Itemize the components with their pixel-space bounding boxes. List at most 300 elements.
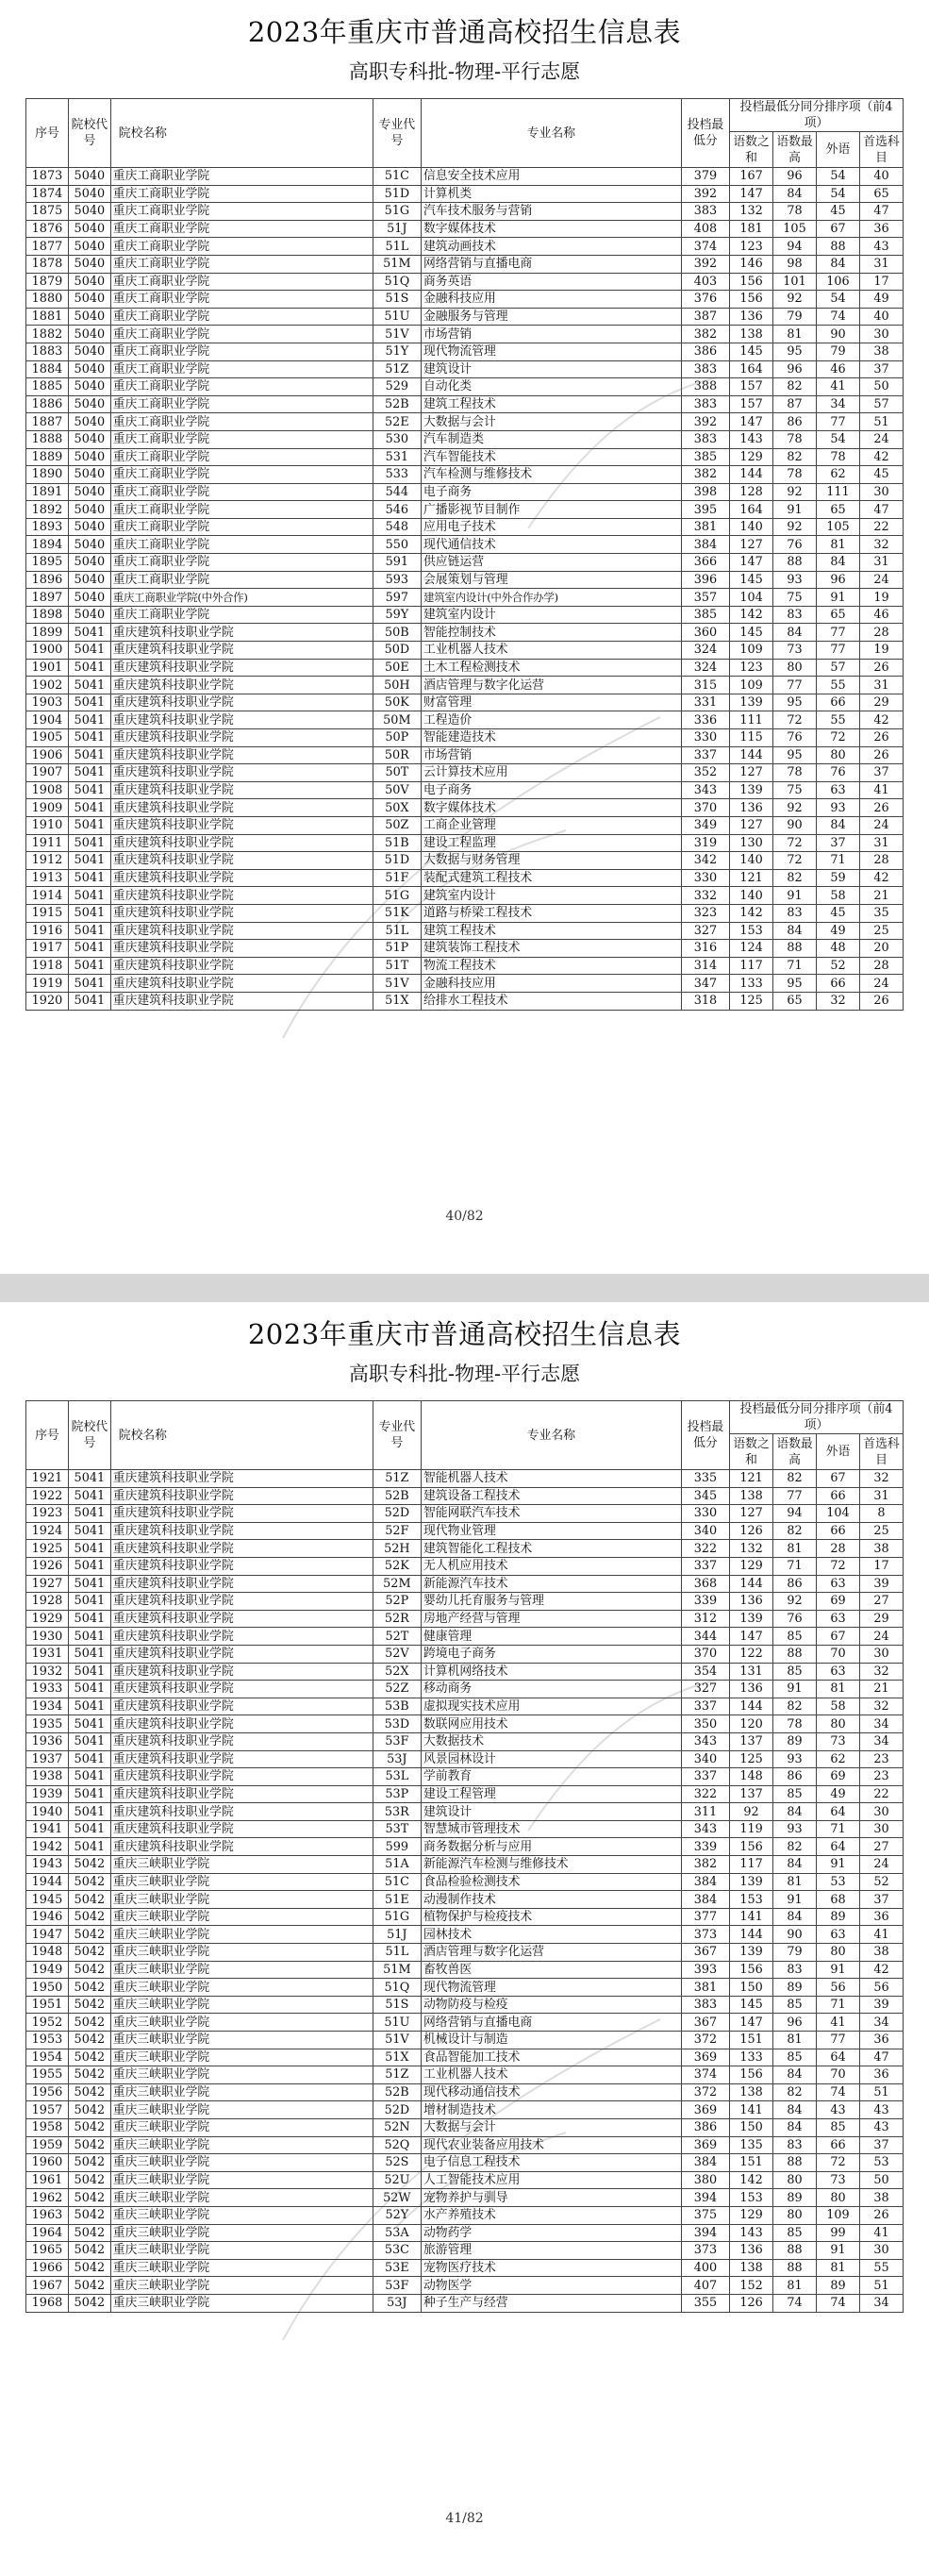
cell-sub4: 37 bbox=[859, 2136, 903, 2154]
cell-major-code: 52D bbox=[373, 2101, 421, 2119]
cell-seq: 1891 bbox=[26, 483, 69, 501]
cell-sub2: 86 bbox=[773, 1575, 817, 1593]
cell-min-score: 349 bbox=[681, 816, 729, 834]
cell-min-score: 337 bbox=[681, 746, 729, 764]
cell-min-score: 384 bbox=[681, 1873, 729, 1891]
cell-sub4: 31 bbox=[859, 834, 903, 852]
cell-major-code: 51P bbox=[373, 940, 421, 958]
cell-major-code: 53C bbox=[373, 2242, 421, 2260]
cell-seq: 1950 bbox=[26, 1979, 69, 1997]
cell-sub4: 31 bbox=[859, 255, 903, 273]
cell-school-name: 重庆三峡职业学院 bbox=[110, 1856, 373, 1874]
cell-min-score: 386 bbox=[681, 2118, 729, 2136]
cell-sub4: 26 bbox=[859, 799, 903, 817]
cell-school-code: 5041 bbox=[68, 887, 110, 905]
cell-seq: 1967 bbox=[26, 2277, 69, 2295]
cell-major-code: 51C bbox=[373, 168, 421, 186]
cell-major-name: 建筑工程技术 bbox=[422, 922, 682, 940]
cell-seq: 1958 bbox=[26, 2118, 69, 2136]
cell-sub2: 76 bbox=[773, 729, 817, 747]
table-row bbox=[26, 1645, 904, 1663]
cell-sub2: 88 bbox=[773, 940, 817, 958]
cell-sub4: 28 bbox=[859, 624, 903, 642]
cell-school-name: 重庆建筑科技职业学院 bbox=[110, 852, 373, 870]
cell-major-code: 51A bbox=[373, 1856, 421, 1874]
cell-school-code: 5042 bbox=[68, 2189, 110, 2207]
cell-school-code: 5041 bbox=[68, 1628, 110, 1646]
cell-major-name: 宠物养护与驯导 bbox=[422, 2189, 682, 2207]
cell-sub1: 104 bbox=[730, 589, 773, 607]
table-row bbox=[26, 1996, 904, 2014]
cell-sub1: 156 bbox=[730, 2066, 773, 2084]
cell-sub2: 88 bbox=[773, 554, 817, 572]
cell-major-name: 酒店管理与数字化运营 bbox=[422, 677, 682, 694]
cell-seq: 1897 bbox=[26, 589, 69, 607]
cell-school-name: 重庆建筑科技职业学院 bbox=[110, 746, 373, 764]
cell-major-code: 51D bbox=[373, 185, 421, 203]
cell-min-score: 379 bbox=[681, 168, 729, 186]
cell-min-score: 383 bbox=[681, 1996, 729, 2014]
cell-sub4: 49 bbox=[859, 291, 903, 309]
cell-sub2: 98 bbox=[773, 255, 817, 273]
cell-sub1: 147 bbox=[730, 413, 773, 431]
cell-sub4: 31 bbox=[859, 1487, 903, 1505]
cell-min-score: 316 bbox=[681, 940, 729, 958]
cell-min-score: 395 bbox=[681, 501, 729, 519]
cell-min-score: 357 bbox=[681, 589, 729, 607]
cell-seq: 1887 bbox=[26, 413, 69, 431]
cell-seq: 1944 bbox=[26, 1873, 69, 1891]
cell-sub4: 26 bbox=[859, 659, 903, 677]
cell-sub3: 71 bbox=[816, 852, 859, 870]
cell-school-name: 重庆建筑科技职业学院 bbox=[110, 1540, 373, 1558]
document-title: 2023年重庆市普通高校招生信息表 bbox=[247, 1318, 682, 1350]
cell-major-name: 汽车技术服务与营销 bbox=[422, 203, 682, 221]
cell-seq: 1908 bbox=[26, 781, 69, 799]
table-row bbox=[26, 694, 904, 711]
table-row bbox=[26, 642, 904, 660]
table-row bbox=[26, 589, 904, 607]
cell-school-code: 5041 bbox=[68, 624, 110, 642]
cell-school-code: 5041 bbox=[68, 1803, 110, 1821]
cell-sub2: 90 bbox=[773, 816, 817, 834]
cell-sub1: 156 bbox=[730, 1838, 773, 1856]
cell-sub1: 123 bbox=[730, 659, 773, 677]
table-row bbox=[26, 203, 904, 221]
cell-school-name: 重庆三峡职业学院 bbox=[110, 2032, 373, 2049]
cell-school-code: 5042 bbox=[68, 2101, 110, 2119]
cell-major-name: 金融科技应用 bbox=[422, 291, 682, 309]
cell-seq: 1930 bbox=[26, 1628, 69, 1646]
cell-sub3: 69 bbox=[816, 1768, 859, 1786]
document-subtitle: 高职专科批-物理-平行志愿 bbox=[348, 1363, 581, 1385]
cell-sub2: 80 bbox=[773, 2171, 817, 2189]
cell-sub2: 95 bbox=[773, 343, 817, 360]
cell-sub3: 105 bbox=[816, 518, 859, 536]
cell-sub2: 96 bbox=[773, 168, 817, 186]
cell-school-code: 5040 bbox=[68, 255, 110, 273]
cell-sub1: 120 bbox=[730, 1715, 773, 1733]
cell-seq: 1953 bbox=[26, 2032, 69, 2049]
cell-seq: 1941 bbox=[26, 1820, 69, 1838]
cell-seq: 1928 bbox=[26, 1593, 69, 1611]
cell-school-name: 重庆建筑科技职业学院 bbox=[110, 1628, 373, 1646]
cell-school-code: 5041 bbox=[68, 729, 110, 747]
cell-sub2: 79 bbox=[773, 1944, 817, 1962]
cell-sub2: 84 bbox=[773, 1803, 817, 1821]
cell-sub1: 152 bbox=[730, 2277, 773, 2295]
cell-seq: 1912 bbox=[26, 852, 69, 870]
cell-sub2: 84 bbox=[773, 185, 817, 203]
cell-sub4: 50 bbox=[859, 378, 903, 396]
cell-sub3: 57 bbox=[816, 659, 859, 677]
cell-min-score: 383 bbox=[681, 360, 729, 378]
table-row bbox=[26, 571, 904, 589]
cell-min-score: 392 bbox=[681, 255, 729, 273]
table-row bbox=[26, 413, 904, 431]
cell-sub4: 24 bbox=[859, 430, 903, 448]
cell-sub3: 67 bbox=[816, 220, 859, 238]
cell-major-code: 53L bbox=[373, 1768, 421, 1786]
cell-sub3: 49 bbox=[816, 1785, 859, 1803]
cell-school-name: 重庆建筑科技职业学院 bbox=[110, 975, 373, 993]
cell-school-code: 5040 bbox=[68, 466, 110, 484]
cell-seq: 1964 bbox=[26, 2224, 69, 2242]
cell-school-code: 5041 bbox=[68, 764, 110, 782]
cell-min-score: 388 bbox=[681, 378, 729, 396]
cell-min-score: 383 bbox=[681, 395, 729, 413]
cell-sub1: 148 bbox=[730, 1768, 773, 1786]
cell-min-score: 311 bbox=[681, 1803, 729, 1821]
cell-sub3: 45 bbox=[816, 904, 859, 922]
cell-min-score: 355 bbox=[681, 2294, 729, 2312]
cell-sub3: 80 bbox=[816, 1944, 859, 1962]
header-sub4: 首选科目 bbox=[859, 1434, 903, 1470]
cell-sub1: 132 bbox=[730, 1540, 773, 1558]
table-row bbox=[26, 501, 904, 519]
cell-seq: 1919 bbox=[26, 975, 69, 993]
table-row bbox=[26, 1873, 904, 1891]
cell-major-code: 53J bbox=[373, 1750, 421, 1768]
cell-min-score: 380 bbox=[681, 2171, 729, 2189]
cell-major-name: 智能控制技术 bbox=[422, 624, 682, 642]
cell-school-name: 重庆建筑科技职业学院 bbox=[110, 694, 373, 711]
cell-min-score: 330 bbox=[681, 729, 729, 747]
cell-seq: 1906 bbox=[26, 746, 69, 764]
cell-school-code: 5042 bbox=[68, 2049, 110, 2066]
cell-school-name: 重庆三峡职业学院 bbox=[110, 2224, 373, 2242]
header-major-code: 专业代号 bbox=[373, 99, 421, 168]
cell-major-code: 51V bbox=[373, 326, 421, 343]
cell-sub2: 91 bbox=[773, 887, 817, 905]
cell-sub4: 35 bbox=[859, 904, 903, 922]
cell-sub2: 101 bbox=[773, 273, 817, 291]
cell-school-code: 5042 bbox=[68, 2066, 110, 2084]
cell-major-code: 51T bbox=[373, 957, 421, 975]
cell-sub4: 26 bbox=[859, 729, 903, 747]
cell-sub3: 72 bbox=[816, 729, 859, 747]
cell-sub3: 70 bbox=[816, 2066, 859, 2084]
cell-major-code: 52B bbox=[373, 395, 421, 413]
table-row bbox=[26, 1681, 904, 1698]
cell-school-name: 重庆建筑科技职业学院 bbox=[110, 1470, 373, 1488]
cell-major-code: 50M bbox=[373, 711, 421, 729]
cell-sub1: 156 bbox=[730, 291, 773, 309]
cell-major-name: 食品智能加工技术 bbox=[422, 2049, 682, 2066]
cell-min-score: 403 bbox=[681, 273, 729, 291]
cell-sub2: 92 bbox=[773, 799, 817, 817]
cell-sub2: 90 bbox=[773, 1926, 817, 1944]
cell-min-score: 322 bbox=[681, 1540, 729, 1558]
cell-sub1: 135 bbox=[730, 2136, 773, 2154]
cell-major-code: 51Q bbox=[373, 1979, 421, 1997]
header-sub4: 首选科目 bbox=[859, 132, 903, 168]
cell-sub4: 25 bbox=[859, 922, 903, 940]
cell-sub1: 144 bbox=[730, 466, 773, 484]
cell-sub2: 96 bbox=[773, 360, 817, 378]
cell-sub3: 72 bbox=[816, 2154, 859, 2172]
table-row bbox=[26, 395, 904, 413]
cell-sub2: 81 bbox=[773, 1540, 817, 1558]
cell-major-code: 50Z bbox=[373, 816, 421, 834]
cell-sub2: 84 bbox=[773, 2118, 817, 2136]
cell-school-name: 重庆三峡职业学院 bbox=[110, 2189, 373, 2207]
cell-school-name: 重庆工商职业学院 bbox=[110, 554, 373, 572]
cell-school-code: 5040 bbox=[68, 413, 110, 431]
table-row bbox=[26, 729, 904, 747]
cell-school-code: 5040 bbox=[68, 343, 110, 360]
cell-sub3: 64 bbox=[816, 1838, 859, 1856]
cell-sub4: 31 bbox=[859, 677, 903, 694]
cell-major-code: 51M bbox=[373, 255, 421, 273]
cell-sub4: 56 bbox=[859, 1979, 903, 1997]
cell-min-score: 373 bbox=[681, 2242, 729, 2260]
cell-school-name: 重庆建筑科技职业学院 bbox=[110, 1575, 373, 1593]
cell-seq: 1884 bbox=[26, 360, 69, 378]
cell-sub4: 23 bbox=[859, 1750, 903, 1768]
cell-sub3: 80 bbox=[816, 746, 859, 764]
cell-major-name: 工业机器人技术 bbox=[422, 2066, 682, 2084]
header-tie-group: 投档最低分同分排序项（前4项） bbox=[730, 99, 904, 132]
cell-sub4: 50 bbox=[859, 2171, 903, 2189]
table-row bbox=[26, 2294, 904, 2312]
cell-school-name: 重庆建筑科技职业学院 bbox=[110, 1593, 373, 1611]
cell-min-score: 335 bbox=[681, 1470, 729, 1488]
cell-sub4: 24 bbox=[859, 571, 903, 589]
cell-min-score: 384 bbox=[681, 2154, 729, 2172]
cell-major-name: 酒店管理与数字化运营 bbox=[422, 1944, 682, 1962]
cell-school-code: 5040 bbox=[68, 308, 110, 326]
cell-school-code: 5042 bbox=[68, 2294, 110, 2312]
cell-min-score: 366 bbox=[681, 554, 729, 572]
cell-sub2: 77 bbox=[773, 1487, 817, 1505]
cell-school-code: 5041 bbox=[68, 1540, 110, 1558]
table-row bbox=[26, 2171, 904, 2189]
cell-school-name: 重庆工商职业学院 bbox=[110, 483, 373, 501]
cell-school-name: 重庆工商职业学院 bbox=[110, 203, 373, 221]
cell-sub4: 20 bbox=[859, 940, 903, 958]
cell-sub3: 80 bbox=[816, 2189, 859, 2207]
cell-major-name: 数字媒体技术 bbox=[422, 220, 682, 238]
table-row bbox=[26, 1750, 904, 1768]
cell-major-code: 51X bbox=[373, 992, 421, 1010]
cell-school-code: 5041 bbox=[68, 1663, 110, 1681]
cell-major-code: 51U bbox=[373, 2014, 421, 2032]
cell-sub4: 43 bbox=[859, 2101, 903, 2119]
cell-seq: 1918 bbox=[26, 957, 69, 975]
cell-sub3: 63 bbox=[816, 781, 859, 799]
cell-major-code: 51V bbox=[373, 2032, 421, 2049]
cell-sub3: 54 bbox=[816, 430, 859, 448]
cell-school-name: 重庆建筑科技职业学院 bbox=[110, 1663, 373, 1681]
cell-sub4: 55 bbox=[859, 2259, 903, 2277]
cell-sub3: 34 bbox=[816, 395, 859, 413]
table-row bbox=[26, 2224, 904, 2242]
cell-sub2: 82 bbox=[773, 378, 817, 396]
cell-school-name: 重庆三峡职业学院 bbox=[110, 1996, 373, 2014]
cell-sub1: 117 bbox=[730, 957, 773, 975]
table-row bbox=[26, 518, 904, 536]
cell-min-score: 337 bbox=[681, 1768, 729, 1786]
cell-sub2: 88 bbox=[773, 2259, 817, 2277]
cell-major-name: 建筑装饰工程技术 bbox=[422, 940, 682, 958]
cell-major-name: 大数据与会计 bbox=[422, 413, 682, 431]
cell-major-name: 新能源汽车技术 bbox=[422, 1575, 682, 1593]
cell-min-score: 360 bbox=[681, 624, 729, 642]
cell-major-name: 建筑设计 bbox=[422, 1803, 682, 1821]
cell-sub3: 54 bbox=[816, 291, 859, 309]
cell-sub4: 24 bbox=[859, 975, 903, 993]
cell-sub3: 63 bbox=[816, 1610, 859, 1628]
cell-major-code: 52H bbox=[373, 1540, 421, 1558]
cell-sub3: 41 bbox=[816, 378, 859, 396]
cell-sub1: 144 bbox=[730, 1926, 773, 1944]
cell-min-score: 337 bbox=[681, 1557, 729, 1575]
cell-major-name: 新能源汽车检测与维修技术 bbox=[422, 1856, 682, 1874]
cell-major-name: 跨境电子商务 bbox=[422, 1645, 682, 1663]
cell-major-name: 财富管理 bbox=[422, 694, 682, 711]
cell-school-code: 5040 bbox=[68, 238, 110, 256]
table-row bbox=[26, 238, 904, 256]
cell-major-name: 电子商务 bbox=[422, 781, 682, 799]
cell-major-name: 无人机应用技术 bbox=[422, 1557, 682, 1575]
cell-major-name: 应用电子技术 bbox=[422, 518, 682, 536]
cell-major-name: 建筑室内设计 bbox=[422, 606, 682, 624]
cell-school-name: 重庆建筑科技职业学院 bbox=[110, 887, 373, 905]
cell-seq: 1874 bbox=[26, 185, 69, 203]
cell-sub2: 81 bbox=[773, 2277, 817, 2295]
cell-sub2: 88 bbox=[773, 1645, 817, 1663]
cell-min-score: 384 bbox=[681, 1891, 729, 1909]
cell-school-code: 5041 bbox=[68, 992, 110, 1010]
cell-major-code: 52Y bbox=[373, 2206, 421, 2224]
cell-sub1: 137 bbox=[730, 1785, 773, 1803]
cell-sub2: 91 bbox=[773, 1681, 817, 1698]
cell-sub2: 75 bbox=[773, 589, 817, 607]
document-title: 2023年重庆市普通高校招生信息表 bbox=[247, 16, 682, 48]
cell-major-name: 工程造价 bbox=[422, 711, 682, 729]
table-row bbox=[26, 168, 904, 186]
cell-sub2: 85 bbox=[773, 1663, 817, 1681]
cell-major-code: 51J bbox=[373, 220, 421, 238]
cell-school-code: 5042 bbox=[68, 1944, 110, 1962]
cell-major-name: 食品检验检测技术 bbox=[422, 1873, 682, 1891]
cell-major-code: 51Z bbox=[373, 2066, 421, 2084]
table-row bbox=[26, 746, 904, 764]
cell-sub1: 137 bbox=[730, 1732, 773, 1750]
cell-sub2: 88 bbox=[773, 2154, 817, 2172]
cell-min-score: 385 bbox=[681, 448, 729, 466]
cell-sub2: 73 bbox=[773, 642, 817, 660]
cell-sub3: 74 bbox=[816, 2083, 859, 2101]
cell-sub3: 81 bbox=[816, 2259, 859, 2277]
cell-sub3: 28 bbox=[816, 1540, 859, 1558]
cell-major-name: 大数据与会计 bbox=[422, 2118, 682, 2136]
cell-min-score: 336 bbox=[681, 711, 729, 729]
cell-min-score: 354 bbox=[681, 1663, 729, 1681]
cell-school-name: 重庆工商职业学院 bbox=[110, 255, 373, 273]
cell-sub2: 72 bbox=[773, 834, 817, 852]
cell-sub2: 89 bbox=[773, 2189, 817, 2207]
cell-sub2: 71 bbox=[773, 1557, 817, 1575]
cell-sub2: 91 bbox=[773, 1891, 817, 1909]
cell-school-code: 5042 bbox=[68, 1891, 110, 1909]
cell-school-name: 重庆工商职业学院 bbox=[110, 343, 373, 360]
cell-seq: 1892 bbox=[26, 501, 69, 519]
cell-seq: 1955 bbox=[26, 2066, 69, 2084]
cell-min-score: 372 bbox=[681, 2083, 729, 2101]
cell-sub4: 34 bbox=[859, 2014, 903, 2032]
cell-major-name: 建筑动画技术 bbox=[422, 238, 682, 256]
cell-major-name: 汽车智能技术 bbox=[422, 448, 682, 466]
cell-major-code: 50H bbox=[373, 677, 421, 694]
cell-major-code: 50X bbox=[373, 799, 421, 817]
cell-min-score: 337 bbox=[681, 1698, 729, 1715]
cell-sub3: 81 bbox=[816, 536, 859, 554]
cell-school-code: 5041 bbox=[68, 642, 110, 660]
cell-min-score: 384 bbox=[681, 536, 729, 554]
cell-sub4: 30 bbox=[859, 1803, 903, 1821]
cell-school-code: 5041 bbox=[68, 746, 110, 764]
cell-major-code: 52M bbox=[373, 1575, 421, 1593]
cell-school-name: 重庆工商职业学院 bbox=[110, 326, 373, 343]
cell-school-code: 5042 bbox=[68, 2224, 110, 2242]
cell-major-name: 畜牧兽医 bbox=[422, 1961, 682, 1979]
table-row bbox=[26, 922, 904, 940]
cell-major-name: 旅游管理 bbox=[422, 2242, 682, 2260]
cell-sub3: 66 bbox=[816, 1522, 859, 1540]
cell-sub2: 76 bbox=[773, 1610, 817, 1628]
table-row bbox=[26, 816, 904, 834]
cell-school-name: 重庆三峡职业学院 bbox=[110, 2049, 373, 2066]
cell-sub1: 123 bbox=[730, 238, 773, 256]
cell-major-code: 529 bbox=[373, 378, 421, 396]
cell-seq: 1913 bbox=[26, 869, 69, 887]
cell-school-code: 5040 bbox=[68, 220, 110, 238]
cell-school-name: 重庆建筑科技职业学院 bbox=[110, 1750, 373, 1768]
cell-sub1: 139 bbox=[730, 694, 773, 711]
cell-school-code: 5040 bbox=[68, 571, 110, 589]
cell-major-code: 53B bbox=[373, 1698, 421, 1715]
table-body bbox=[26, 168, 904, 1011]
cell-min-score: 386 bbox=[681, 343, 729, 360]
cell-major-name: 装配式建筑工程技术 bbox=[422, 869, 682, 887]
cell-school-name: 重庆建筑科技职业学院 bbox=[110, 1785, 373, 1803]
cell-school-name: 重庆工商职业学院 bbox=[110, 238, 373, 256]
cell-seq: 1898 bbox=[26, 606, 69, 624]
cell-major-name: 数联网应用技术 bbox=[422, 1715, 682, 1733]
cell-sub4: 36 bbox=[859, 1908, 903, 1926]
